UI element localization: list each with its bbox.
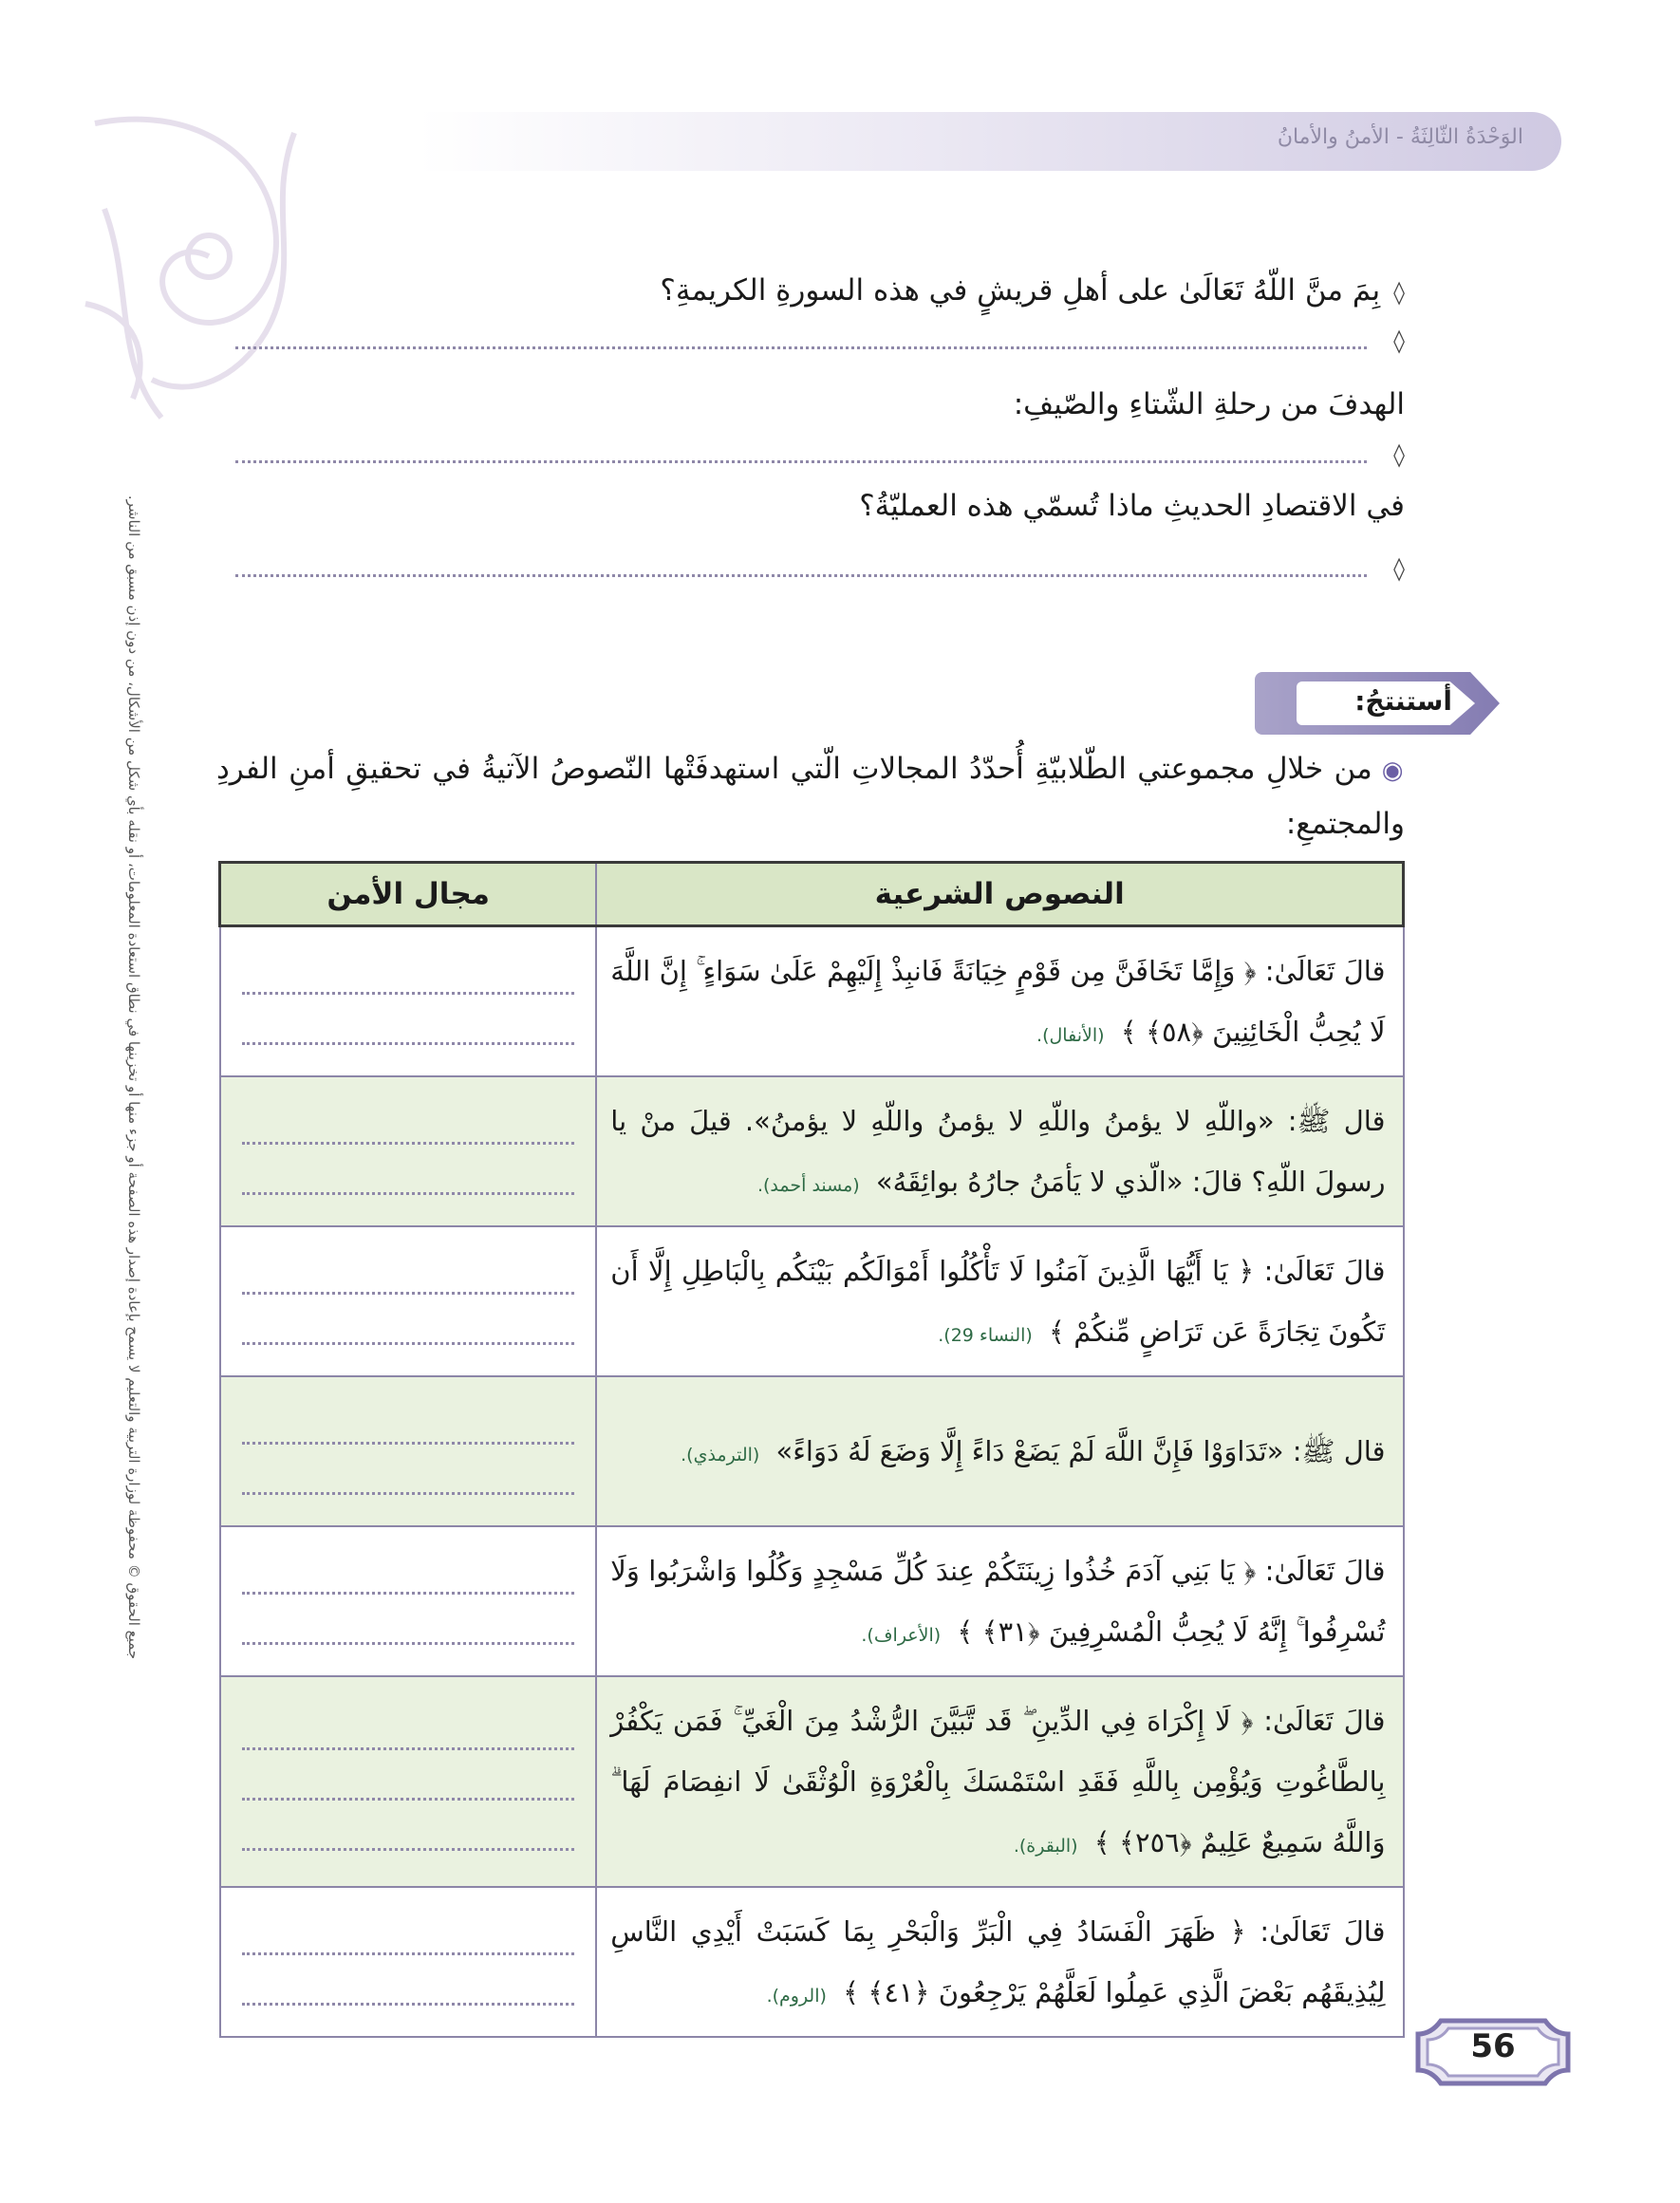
diamond-icon: ◊ — [1393, 555, 1405, 582]
area-cell[interactable] — [220, 1526, 597, 1676]
lead: قالَ تَعَالَىٰ: — [1264, 955, 1386, 987]
dotted-line — [242, 1458, 575, 1495]
dotted-line — [235, 346, 1367, 349]
area-cell[interactable] — [220, 1076, 597, 1226]
dotted-line — [242, 1814, 575, 1851]
lead: قالَ تَعَالَىٰ: — [1263, 1255, 1386, 1287]
verse: ﴿ لَا إِكْرَاهَ فِي الدِّينِ ۖ قَد تَّبَيَّنَ الرُّشْدُ مِنَ الْغَيِّ ۚ فَمَن يَكْفُرْ بِالطَّاغُوتِ وَيُؤْمِن بِاللَّهِ فَقَدِ اسْتَمْسَكَ بِالْعُرْوَةِ الْوُثْقَىٰ لَا انفِصَامَ لَهَا ۗ وَاللَّهُ سَمِيعٌ عَلِيمٌ ﴿٢٥٦﴾ ﴾ — [610, 1705, 1386, 1858]
header-texts: النصوص الشرعية — [596, 863, 1403, 926]
header-area: مجال الأمن — [220, 863, 597, 926]
question-2 — [1014, 387, 1405, 421]
lead: قال ﷺ: — [1292, 1435, 1386, 1467]
text-cell — [596, 1887, 1403, 2037]
text-cell — [596, 1376, 1403, 1526]
text-cell — [596, 1076, 1403, 1226]
answer-line-3[interactable] — [235, 555, 1405, 589]
dotted-line — [235, 460, 1367, 463]
corner-ornament — [76, 95, 323, 437]
area-cell[interactable] — [220, 1376, 597, 1526]
diamond-icon: ◊ — [1393, 327, 1405, 354]
reference: (البقرة). — [1013, 1836, 1078, 1857]
question-2-text: الهدفَ من رحلةِ الشّتاءِ والصّيفِ: — [1013, 387, 1405, 421]
texts-table — [218, 861, 1405, 2038]
table-row — [220, 1076, 1404, 1226]
dotted-line — [242, 1308, 575, 1345]
diamond-icon: ◊ — [1393, 441, 1405, 468]
text-cell — [596, 1676, 1403, 1887]
hadith: «تَدَاوَوْا فَإِنَّ اللَّهَ لَمْ يَضَعْ دَاءً إِلَّا وَضَعَ لَهُ دَوَاءً» — [775, 1435, 1284, 1467]
verse: ﴿ يَا أَيُّهَا الَّذِينَ آمَنُوا لَا تَأْكُلُوا أَمْوَالَكُم بَيْنَكُم بِالْبَاطِلِ إِلَّا أَن تَكُونَ تِجَارَةً عَن تَرَاضٍ مِّنكُمْ ﴾ — [610, 1255, 1386, 1348]
copyright-strip — [121, 342, 146, 1813]
area-cell[interactable] — [220, 1676, 597, 1887]
reference: (النساء 29). — [938, 1325, 1033, 1346]
dotted-line — [242, 1713, 575, 1750]
text-cell — [596, 1526, 1403, 1676]
reference: (مسند أحمد). — [756, 1175, 860, 1196]
target-bullet-icon: ◉ — [1381, 756, 1405, 785]
table-row — [220, 1226, 1404, 1376]
dotted-line — [242, 1764, 575, 1801]
dotted-line — [242, 1558, 575, 1595]
dotted-line — [242, 1158, 575, 1195]
area-cell[interactable] — [220, 1226, 597, 1376]
text-cell — [596, 926, 1403, 1077]
question-1-text: بِمَ منَّ اللّهُ تَعَالَىٰ على أهلِ قريشٍ في هذه السورةِ الكريمةِ؟ — [660, 273, 1381, 308]
text-cell — [596, 1226, 1403, 1376]
dotted-line — [235, 574, 1367, 577]
verse: ﴿ ظَهَرَ الْفَسَادُ فِي الْبَرِّ وَالْبَحْرِ بِمَا كَسَبَتْ أَيْدِي النَّاسِ لِيُذِيقَهُم بَعْضَ الَّذِي عَمِلُوا لَعَلَّهُمْ يَرْجِعُونَ ﴿٤١﴾ ﴾ — [610, 1915, 1386, 2008]
dotted-line — [242, 1008, 575, 1045]
reference: (الترمذي). — [681, 1445, 760, 1466]
reference: (الروم). — [766, 1986, 827, 2007]
question-3-text: في الاقتصادِ الحديثِ ماذا تُسمّي هذه العمليّةُ؟ — [859, 489, 1405, 523]
table-row — [220, 1676, 1404, 1887]
table-row — [220, 1376, 1404, 1526]
lead: قالَ تَعَالَىٰ: — [1263, 1705, 1386, 1737]
diamond-icon: ◊ — [1393, 279, 1405, 306]
question-1 — [660, 273, 1405, 308]
lead: قال ﷺ: — [1287, 1105, 1386, 1137]
table-body — [220, 926, 1404, 2038]
page-number: 56 — [1470, 2027, 1516, 2065]
answer-line-1[interactable] — [235, 327, 1405, 362]
unit-title: الوَحْدَةُ الثّالِثَةُ - الأمنُ والأمانُ — [1277, 125, 1523, 149]
dotted-line — [242, 1969, 575, 2006]
lead: قالَ تَعَالَىٰ: — [1264, 1555, 1386, 1587]
lead: قالَ تَعَالَىٰ: — [1260, 1915, 1386, 1948]
answer-line-2[interactable] — [235, 441, 1405, 476]
dotted-line — [242, 1918, 575, 1955]
unit-header-band — [418, 112, 1561, 171]
reference: (الأعراف). — [861, 1625, 942, 1646]
conclude-intro-text: من خلالِ مجموعتي الطّلابيّةِ أُحدّدُ المجالاتِ الّتي استهدفَتْها النّصوصُ الآتيةُ في تحقيقِ أمنِ الفردِ والمجتمعِ: — [216, 752, 1405, 841]
dotted-line — [242, 1108, 575, 1145]
reference: (الأنفال). — [1036, 1025, 1105, 1046]
dotted-line — [242, 958, 575, 995]
dotted-line — [242, 1258, 575, 1295]
table-row — [220, 1887, 1404, 2037]
question-3 — [859, 489, 1405, 523]
dotted-line — [242, 1608, 575, 1645]
verse: ﴿ وَإِمَّا تَخَافَنَّ مِن قَوْمٍ خِيَانَةً فَانبِذْ إِلَيْهِمْ عَلَىٰ سَوَاءٍ ۚ إِنَّ اللَّهَ لَا يُحِبُّ الْخَائِنِينَ ﴿٥٨﴾ ﴾ — [610, 955, 1386, 1048]
hadith: «واللّهِ لا يؤمنُ واللّهِ لا يؤمنُ واللّهِ لا يؤمنُ». قيلَ منْ يا رسولَ اللّهِ؟ قالَ: «الّذي لا يَأمَنُ جارُهُ بوائِقَهُ» — [610, 1105, 1386, 1198]
copyright-text: جميع الحقوق © محفوظة لوزارة التربية والتعليم لا يسمح بإعادة إصدار هذه الصفحة أو جزء منها أو تخزينها في نطاق استعادة المعلومات، أو نقله بأي شكل من الأشكال، من دون إذن مسبق من الناشر. — [125, 495, 142, 1660]
area-cell[interactable] — [220, 1887, 597, 2037]
area-cell[interactable] — [220, 926, 597, 1077]
verse: ﴿ يَا بَنِي آدَمَ خُذُوا زِينَتَكُمْ عِندَ كُلِّ مَسْجِدٍ وَكُلُوا وَاشْرَبُوا وَلَا تُسْرِفُوا ۚ إِنَّهُ لَا يُحِبُّ الْمُسْرِفِينَ ﴿٣١﴾ ﴾ — [610, 1555, 1386, 1648]
conclude-intro — [216, 742, 1405, 850]
table-row — [220, 926, 1404, 1077]
conclude-label: أستنتجُ: — [1354, 685, 1452, 717]
table-row — [220, 1526, 1404, 1676]
dotted-line — [242, 1408, 575, 1445]
